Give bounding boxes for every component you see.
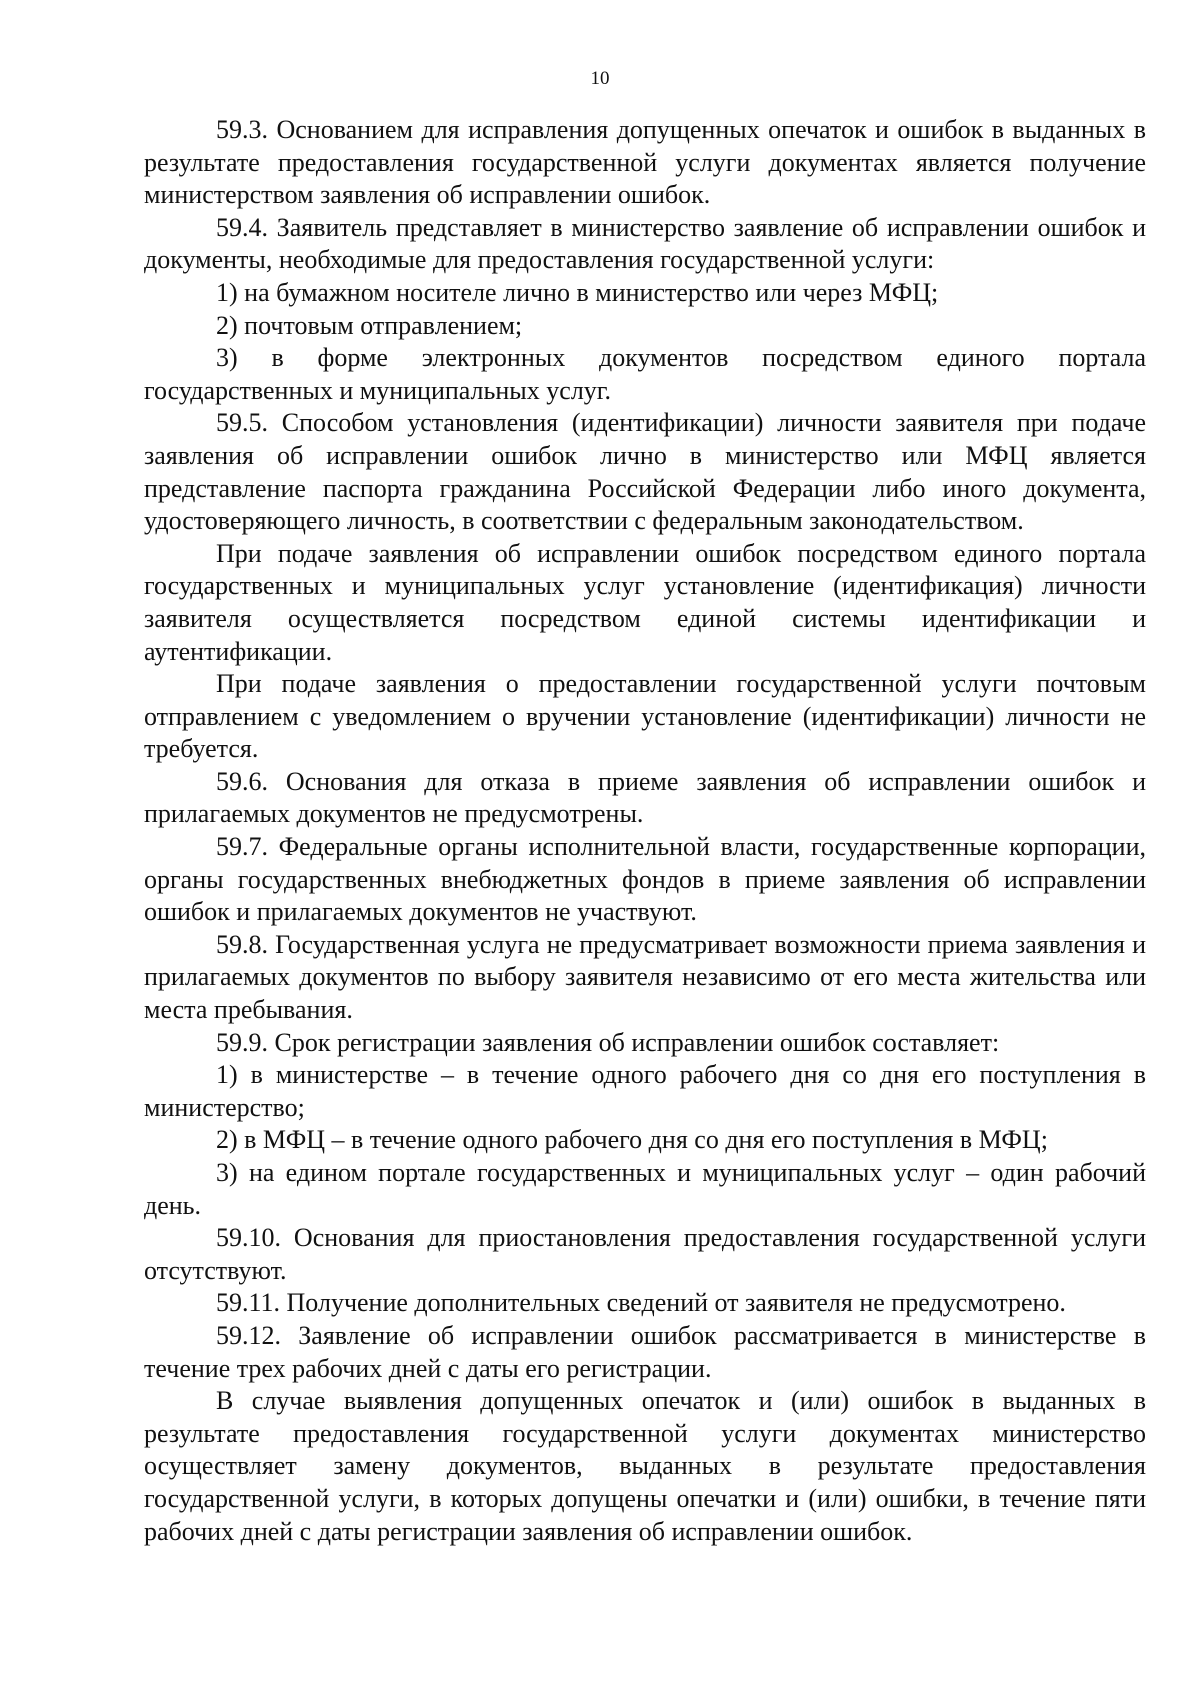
paragraph-59-12: 59.12. Заявление об исправлении ошибок рассматривается в министерстве в течение трех рабочих дней с даты его регистрации. — [144, 1320, 1146, 1383]
paragraph-postal-identification: При подаче заявления о предоставлении государственной услуги почтовым отправлением с уведомлением о вручении установление (идентификации) личности не требуется. — [144, 669, 1146, 764]
paragraph-59-10: 59.10. Основания для приостановления предоставления государственной услуги отсутствуют. — [144, 1223, 1146, 1285]
paragraph-59-9: 59.9. Срок регистрации заявления об исправлении ошибок составляет: — [216, 1027, 1000, 1057]
paragraph-59-5: 59.5. Способом установления (идентификации) личности заявителя при подаче заявления об исправлении ошибок лично в министерство или МФЦ является представление паспорта гражданина Российской Федерации либо иного документа, удостоверяющего личность, в соответствии с федеральным законодательством. — [144, 408, 1146, 536]
list-item-mfc: 2) в МФЦ – в течение одного рабочего дня со дня его поступления в МФЦ; — [216, 1125, 1048, 1155]
list-item-portal: 3) на едином портале государственных и муниципальных услуг – один рабочий день. — [144, 1158, 1146, 1220]
paragraph-portal-identification: При подаче заявления об исправлении ошибок посредством единого портала государственных и муниципальных услуг установление (идентификация) личности заявителя осуществляется посредством единой системы идентификации и аутентификации. — [144, 538, 1146, 666]
paragraph-59-7: 59.7. Федеральные органы исполнительной власти, государственные корпорации, органы государственных внебюджетных фондов в приеме заявления об исправлении ошибок и прилагаемых документов не участвуют. — [144, 832, 1146, 927]
paragraph-59-8: 59.8. Государственная услуга не предусматривает возможности приема заявления и прилагаемых документов по выбору заявителя независимо от его места жительства или места пребывания. — [144, 929, 1146, 1025]
list-item-paper: 1) на бумажном носителе лично в министерство или через МФЦ; — [216, 277, 939, 307]
list-item-postal: 2) почтовым отправлением; — [216, 310, 523, 340]
list-item-electronic: 3) в форме электронных документов посредством единого портала государственных и муниципальных услуг. — [144, 343, 1146, 405]
page-number: 10 — [590, 68, 610, 89]
paragraph-59-6: 59.6. Основания для отказа в приеме заявления об исправлении ошибок и прилагаемых документов не предусмотрены. — [144, 766, 1146, 829]
paragraph-59-4: 59.4. Заявитель представляет в министерство заявление об исправлении ошибок и документы, необходимые для предоставления государственной услуги: — [144, 212, 1146, 275]
list-item-ministry: 1) в министерстве – в течение одного рабочего дня со дня его поступления в министерство; — [144, 1060, 1146, 1122]
paragraph-59-11: 59.11. Получение дополнительных сведений от заявителя не предусмотрено. — [216, 1288, 1066, 1318]
document-body — [144, 114, 1146, 1548]
paragraph-replacement: В случае выявления допущенных опечаток и (или) ошибок в выданных в результате предоставления государственной услуги документах министерство осуществляет замену документов, выданных в результате предоставления государственной услуги, в которых допущены опечатки и (или) ошибки, в течение пяти рабочих дней с даты регистрации заявления об исправлении ошибок. — [144, 1386, 1146, 1546]
paragraph-59-3: 59.3. Основанием для исправления допущенных опечаток и ошибок в выданных в результате предоставления государственной услуги документах является получение министерством заявления об исправлении ошибок. — [144, 115, 1146, 210]
